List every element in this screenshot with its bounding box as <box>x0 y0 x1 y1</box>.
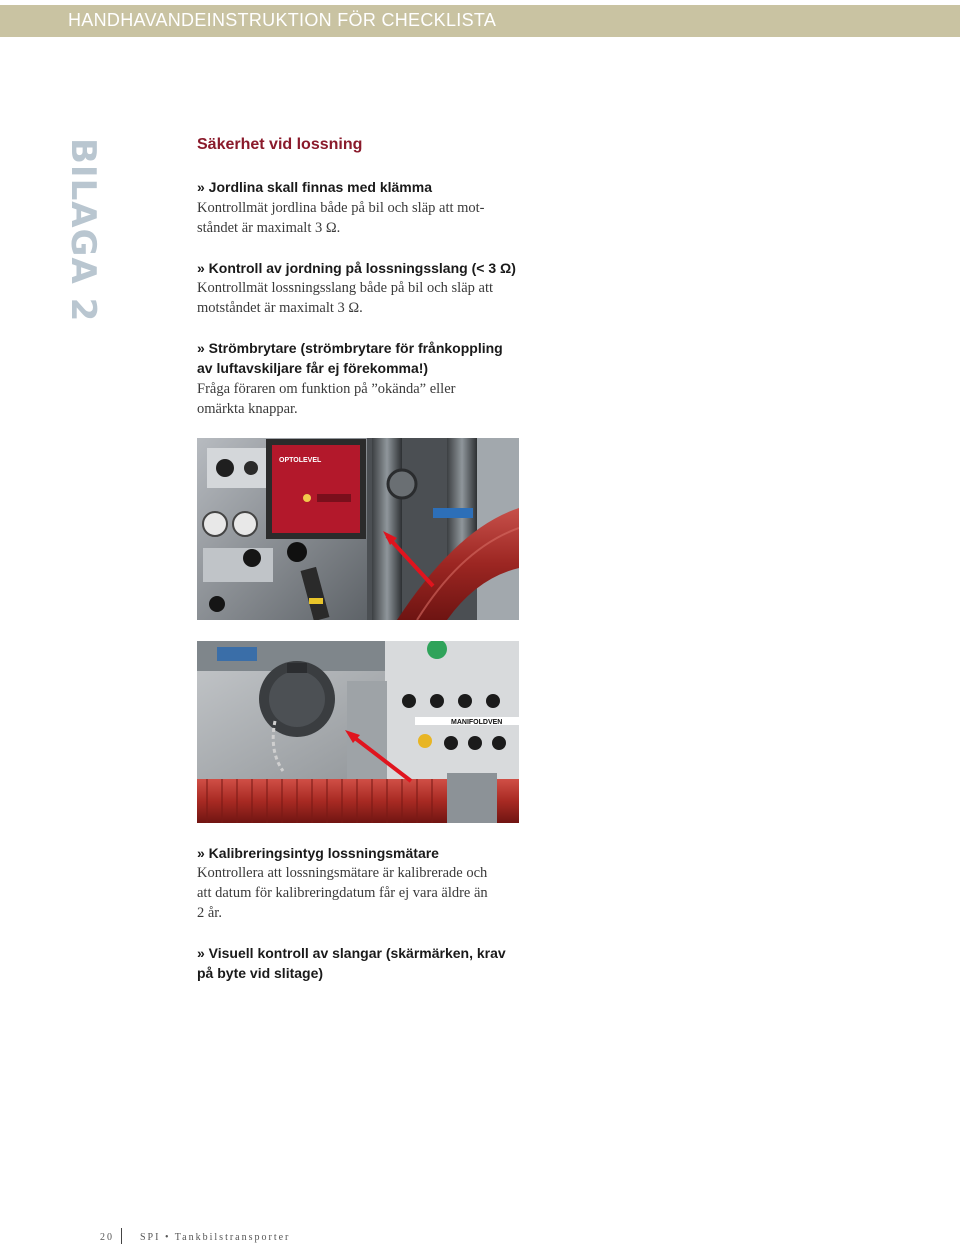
body-line: Fråga föraren om funktion på ”okända” eller <box>197 381 456 397</box>
header-title: HANDHAVANDEINSTRUKTION FÖR CHECKLISTA <box>68 10 497 30</box>
body-line: ståndet är maximalt 3 Ω. <box>197 220 341 236</box>
item-heading-grounding-line <box>197 177 527 197</box>
item-body-grounding-line <box>197 198 527 238</box>
item-heading-calibration <box>197 843 527 863</box>
heading-line: » Kontroll av jordning på lossningsslang (< 3 Ω) <box>197 260 516 276</box>
body-line: omärkta knappar. <box>197 401 298 417</box>
item-body-switches <box>197 379 527 419</box>
panel-label-text: MANIFOLDVEN <box>451 719 503 726</box>
item-body-hose-grounding <box>197 278 527 318</box>
footer-brand: SPI • Tankbilstransporter <box>140 1232 291 1243</box>
section-title: Säkerhet vid lossning <box>197 136 363 153</box>
heading-line: av luftavskiljare får ej förekomma!) <box>197 360 429 376</box>
body-line: Kontrollmät jordlina både på bil och släp att mot- <box>197 200 485 216</box>
heading-line: » Strömbrytare (strömbrytare för frånkoppling <box>197 340 503 356</box>
photo-control-panel <box>197 438 519 620</box>
side-label: BILAGA 2 <box>63 138 103 323</box>
heading-line: på byte vid slitage) <box>197 965 324 981</box>
photo-manifold <box>197 641 519 823</box>
body-line: motståndet är maximalt 3 Ω. <box>197 300 363 316</box>
footer-page-number: 20 <box>100 1232 114 1243</box>
heading-line: » Kalibreringsintyg lossningsmätare <box>197 845 439 861</box>
heading-line: » Jordlina skall finnas med klämma <box>197 179 432 195</box>
panel-brand-text: OPTOLEVEL <box>279 457 322 464</box>
heading-line: » Visuell kontroll av slangar (skärmärken, krav <box>197 945 506 961</box>
item-heading-hoses <box>197 943 527 983</box>
photo-manifold-image <box>197 641 519 823</box>
item-heading-switches <box>197 338 527 378</box>
body-line: Kontrollmät lossningsslang både på bil och släp att <box>197 280 493 296</box>
photo-control-panel-image <box>197 438 519 620</box>
body-line: att datum för kalibreringdatum får ej vara äldre än <box>197 885 488 901</box>
item-heading-hose-grounding <box>197 258 527 278</box>
body-line: Kontrollera att lossningsmätare är kalibrerade och <box>197 865 488 881</box>
item-body-calibration <box>197 863 527 923</box>
body-line: 2 år. <box>197 905 222 921</box>
footer-divider <box>121 1228 122 1244</box>
